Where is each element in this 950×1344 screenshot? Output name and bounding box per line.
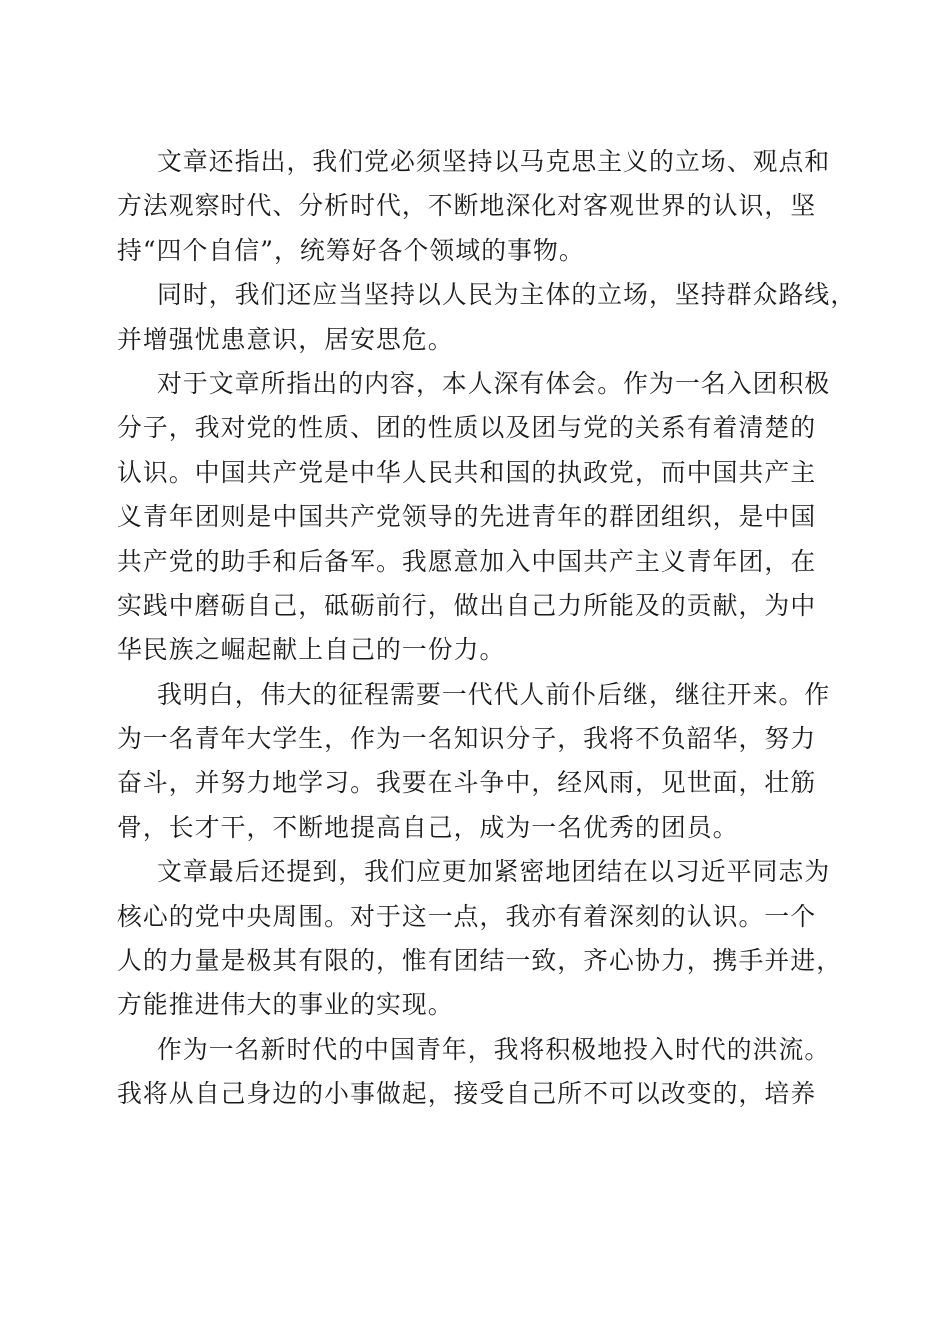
text-line: 作为一名新时代的中国青年，我将积极地投入时代的洪流。 [157, 1034, 831, 1064]
paragraph [117, 1028, 837, 1117]
text-line: 方法观察时代、分析时代，不断地深化对客观世界的认识，坚 [117, 191, 817, 221]
text-line: 我明白，伟大的征程需要一代代人前仆后继，继往开来。作 [157, 679, 831, 709]
paragraph [117, 140, 837, 273]
text-line: 为一名青年大学生，作为一名知识分子，我将不负韶华，努力 [117, 724, 817, 754]
text-line: 方能推进伟大的事业的实现。 [117, 990, 454, 1020]
text-line: 持“四个自信”，统筹好各个领域的事物。 [117, 235, 585, 265]
text-line: 同时，我们还应当坚持以人民为主体的立场，坚持群众路线， [157, 280, 857, 310]
text-line: 文章还指出，我们党必须坚持以马克思主义的立场、观点和 [157, 147, 831, 176]
paragraph [117, 850, 843, 1028]
text-line: 实践中磨砺自己，砥砺前行，做出自己力所能及的贡献，为中 [117, 590, 817, 620]
text-line: 我将从自己身边的小事做起，接受自己所不可以改变的，培养 [117, 1079, 817, 1109]
paragraph [117, 673, 837, 851]
text-line: 并增强忧患意识，居安思危。 [117, 324, 454, 354]
text-line: 华民族之崛起献上自己的一份力。 [117, 635, 506, 665]
text-line: 分子，我对党的性质、团的性质以及团与党的关系有着清楚的 [117, 413, 817, 443]
text-line: 核心的党中央周围。对于这一点，我亦有着深刻的认识。一个 [117, 901, 817, 931]
text-line: 共产党的助手和后备军。我愿意加入中国共产主义青年团，在 [117, 546, 817, 576]
document-body [117, 140, 857, 1117]
text-line: 文章最后还提到，我们应更加紧密地团结在以习近平同志为 [157, 857, 831, 887]
text-line: 奋斗，并努力地学习。我要在斗争中，经风雨，见世面，壮筋 [117, 768, 817, 798]
text-line: 骨，长才干，不断地提高自己，成为一名优秀的团员。 [117, 812, 739, 842]
paragraph [117, 273, 857, 362]
text-line: 对于文章所指出的内容，本人深有体会。作为一名入团积极 [157, 368, 831, 398]
paragraph [117, 362, 837, 673]
text-line: 认识。中国共产党是中华人民共和国的执政党，而中国共产主 [117, 457, 817, 487]
text-line: 义青年团则是中国共产党领导的先进青年的群团组织，是中国 [117, 502, 817, 532]
text-line: 人的力量是极其有限的，惟有团结一致，齐心协力，携手并进， [117, 946, 843, 976]
